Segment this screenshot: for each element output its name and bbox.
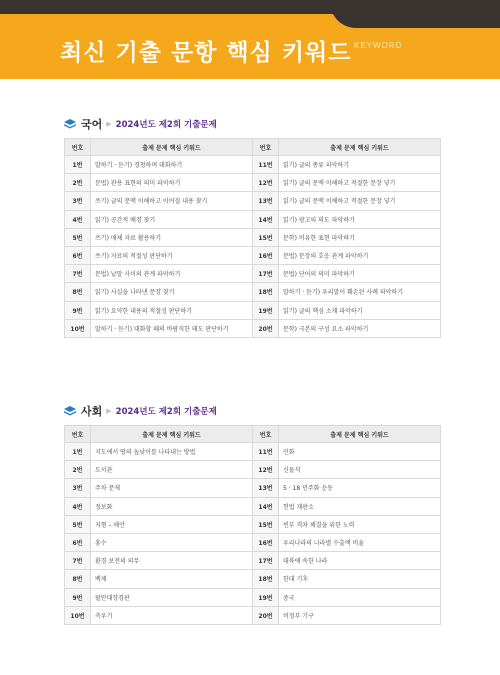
question-number: 9번 xyxy=(65,588,91,606)
question-number: 8번 xyxy=(65,283,91,301)
section-name: 국어 xyxy=(81,118,103,131)
question-number: 17번 xyxy=(253,265,279,283)
question-number: 5번 xyxy=(65,515,91,533)
question-number: 17번 xyxy=(253,552,279,570)
question-number: 11번 xyxy=(253,443,279,461)
table-row xyxy=(65,606,441,624)
question-keyword: 측우기 xyxy=(91,606,253,624)
question-keyword: 읽기) 글의 핵심 소재 파악하기 xyxy=(279,301,441,319)
question-keyword: 읽기) 글의 종류 파악하기 xyxy=(279,156,441,174)
question-keyword: 환경 보전의 의무 xyxy=(91,552,253,570)
question-number: 14번 xyxy=(253,497,279,515)
column-header-num: 번호 xyxy=(253,426,279,443)
table-row xyxy=(65,301,441,319)
question-keyword: 말하기 · 듣기) 경청하며 대화하기 xyxy=(91,156,253,174)
section-exam: 2024년도 제2회 기출문제 xyxy=(115,120,217,130)
question-keyword: 말하기 · 듣기) 우리말이 훼손된 사례 파악하기 xyxy=(279,283,441,301)
question-number: 15번 xyxy=(253,228,279,246)
question-keyword: 민화 xyxy=(279,443,441,461)
question-number: 15번 xyxy=(253,515,279,533)
question-number: 5번 xyxy=(65,228,91,246)
page-title: 최신 기출 문항 핵심 키워드 xyxy=(60,40,352,66)
question-number: 4번 xyxy=(65,497,91,515)
question-number: 10번 xyxy=(65,606,91,624)
question-keyword: 말하기 · 듣기) 대화할 때의 바람직한 태도 판단하기 xyxy=(91,319,253,337)
question-number: 6번 xyxy=(65,246,91,264)
column-header-keyword: 출제 문제 핵심 키워드 xyxy=(91,426,253,443)
question-number: 2번 xyxy=(65,174,91,192)
question-keyword: 5 · 18 민주화 운동 xyxy=(279,479,441,497)
arrow-right-icon: ▶ xyxy=(106,120,112,128)
section-name: 사회 xyxy=(81,405,103,418)
question-keyword: 한대 기후 xyxy=(279,570,441,588)
question-keyword: 읽기) 공간적 배경 찾기 xyxy=(91,210,253,228)
question-number: 16번 xyxy=(253,533,279,551)
table-row xyxy=(65,570,441,588)
question-keyword: 쓰기) 매체 자료 활용하기 xyxy=(91,228,253,246)
table-row xyxy=(65,515,441,533)
question-keyword: 빈부 격차 해결을 위한 노력 xyxy=(279,515,441,533)
header-banner xyxy=(0,14,500,79)
table-row xyxy=(65,228,441,246)
table-header-row xyxy=(65,139,441,156)
question-keyword: 쓰기) 자료의 적절성 판단하기 xyxy=(91,246,253,264)
question-number: 16번 xyxy=(253,246,279,264)
column-header-num: 번호 xyxy=(253,139,279,156)
question-number: 18번 xyxy=(253,570,279,588)
question-number: 1번 xyxy=(65,443,91,461)
question-keyword: 쓰기) 글의 문맥 이해하고 이어질 내용 찾기 xyxy=(91,192,253,210)
question-keyword: 우리나라의 나라별 수출액 비율 xyxy=(279,533,441,551)
column-header-keyword: 출제 문제 핵심 키워드 xyxy=(279,426,441,443)
table-row xyxy=(65,533,441,551)
book-stack-icon xyxy=(64,119,76,130)
keyword-table xyxy=(64,138,441,338)
column-header-num: 번호 xyxy=(65,139,91,156)
question-number: 13번 xyxy=(253,192,279,210)
table-row xyxy=(65,443,441,461)
question-keyword: 문법) 문장의 호응 관계 파악하기 xyxy=(279,246,441,264)
question-keyword: 읽기) 글의 문맥 이해하고 적절한 문장 넣기 xyxy=(279,174,441,192)
table-row xyxy=(65,479,441,497)
question-keyword: 읽기) 글의 문맥 이해하고 적절한 문장 넣기 xyxy=(279,192,441,210)
question-keyword: 읽기) 광고의 의도 파악하기 xyxy=(279,210,441,228)
question-keyword: 읽기) 사실을 나타낸 문장 찾기 xyxy=(91,283,253,301)
table-row xyxy=(65,156,441,174)
question-keyword: 팔만대장경판 xyxy=(91,588,253,606)
question-keyword: 문법) 단어의 의미 파악하기 xyxy=(279,265,441,283)
section-social xyxy=(64,403,440,625)
question-number: 10번 xyxy=(65,319,91,337)
question-keyword: 지형 – 해안 xyxy=(91,515,253,533)
column-header-num: 번호 xyxy=(65,426,91,443)
question-keyword: 비정부 기구 xyxy=(279,606,441,624)
table-row xyxy=(65,552,441,570)
question-number: 3번 xyxy=(65,192,91,210)
table-row xyxy=(65,246,441,264)
question-number: 8번 xyxy=(65,570,91,588)
question-keyword: 헌법 재판소 xyxy=(279,497,441,515)
table-row xyxy=(65,319,441,337)
table-row xyxy=(65,265,441,283)
question-number: 20번 xyxy=(253,606,279,624)
table-row xyxy=(65,210,441,228)
question-keyword: 문법) 낱말 사이의 관계 파악하기 xyxy=(91,265,253,283)
question-number: 7번 xyxy=(65,552,91,570)
top-dark-band xyxy=(0,0,500,14)
question-number: 11번 xyxy=(253,156,279,174)
question-number: 7번 xyxy=(65,265,91,283)
question-number: 18번 xyxy=(253,283,279,301)
section-header xyxy=(64,116,440,132)
keyword-table xyxy=(64,425,441,625)
question-number: 2번 xyxy=(65,461,91,479)
question-number: 12번 xyxy=(253,461,279,479)
arrow-right-icon: ▶ xyxy=(106,407,112,415)
question-keyword: 문학) 극본의 구성 요소 파악하기 xyxy=(279,319,441,337)
table-row xyxy=(65,192,441,210)
section-header xyxy=(64,403,440,419)
question-keyword: 문법) 관용 표현의 의미 파악하기 xyxy=(91,174,253,192)
question-number: 4번 xyxy=(65,210,91,228)
question-number: 19번 xyxy=(253,588,279,606)
table-header-row xyxy=(65,426,441,443)
question-keyword: 읽기) 요약한 내용의 적절성 판단하기 xyxy=(91,301,253,319)
question-number: 3번 xyxy=(65,479,91,497)
page-subtitle: KEYWORD xyxy=(354,41,403,50)
question-keyword: 주차 문제 xyxy=(91,479,253,497)
question-number: 14번 xyxy=(253,210,279,228)
question-number: 20번 xyxy=(253,319,279,337)
question-keyword: 신돌석 xyxy=(279,461,441,479)
question-number: 6번 xyxy=(65,533,91,551)
question-keyword: 지도에서 땅의 높낮이를 나타내는 방법 xyxy=(91,443,253,461)
question-number: 1번 xyxy=(65,156,91,174)
question-keyword: 도서관 xyxy=(91,461,253,479)
column-header-keyword: 출제 문제 핵심 키워드 xyxy=(279,139,441,156)
question-keyword: 대륙에 속한 나라 xyxy=(279,552,441,570)
table-row xyxy=(65,588,441,606)
question-keyword: 홍수 xyxy=(91,533,253,551)
question-number: 19번 xyxy=(253,301,279,319)
column-header-keyword: 출제 문제 핵심 키워드 xyxy=(91,139,253,156)
section-exam: 2024년도 제2회 기출문제 xyxy=(115,407,217,417)
table-row xyxy=(65,497,441,515)
section-korean xyxy=(64,116,440,338)
question-keyword: 정보화 xyxy=(91,497,253,515)
question-keyword: 중국 xyxy=(279,588,441,606)
question-keyword: 백제 xyxy=(91,570,253,588)
question-number: 12번 xyxy=(253,174,279,192)
book-stack-icon xyxy=(64,406,76,417)
table-row xyxy=(65,174,441,192)
question-keyword: 문학) 비유한 표현 파악하기 xyxy=(279,228,441,246)
question-number: 9번 xyxy=(65,301,91,319)
question-number: 13번 xyxy=(253,479,279,497)
table-row xyxy=(65,461,441,479)
table-row xyxy=(65,283,441,301)
